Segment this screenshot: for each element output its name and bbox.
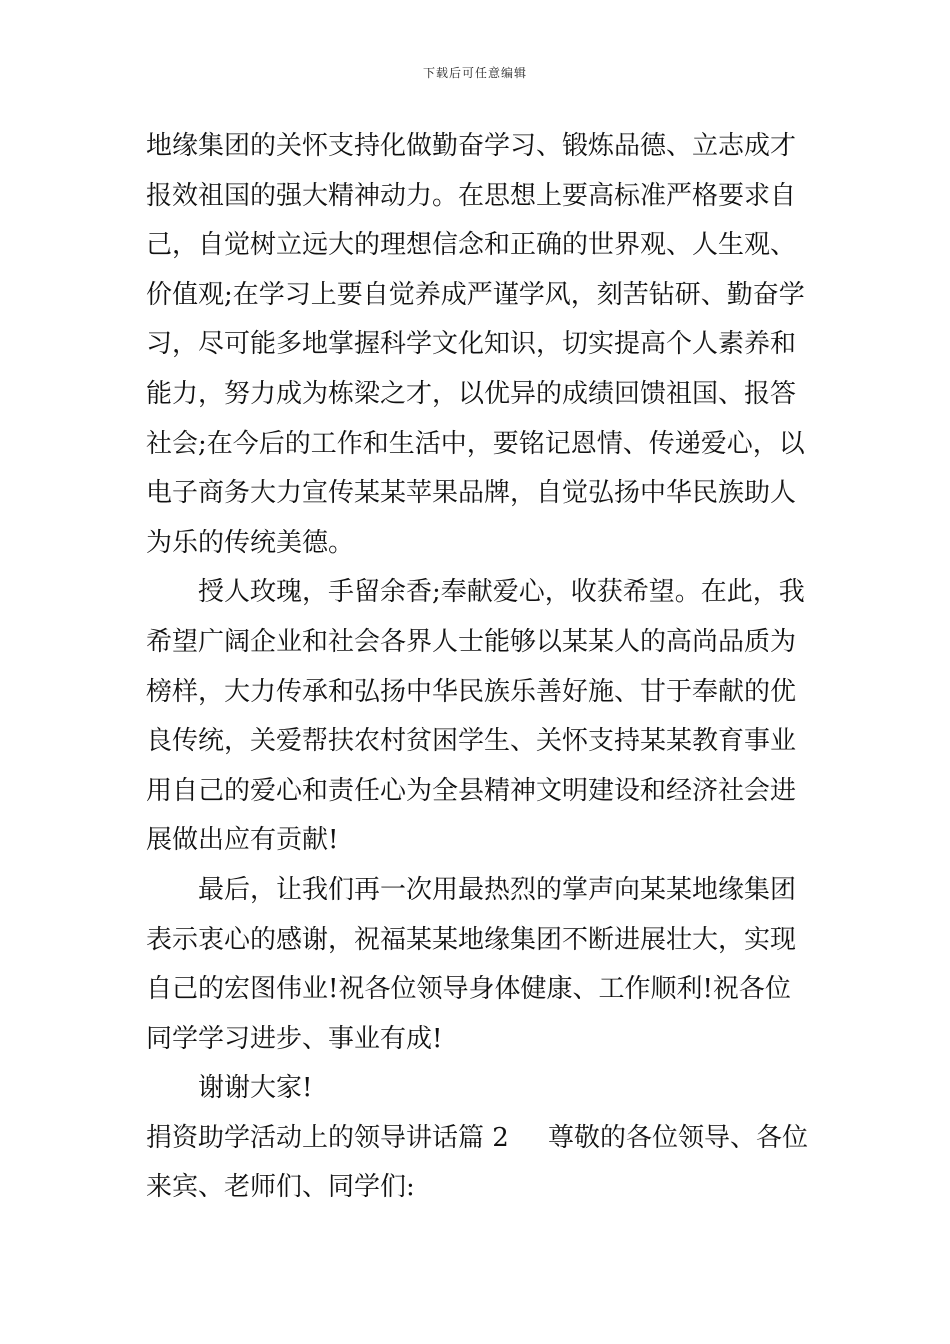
- body-line: 展做出应有贡献!: [146, 825, 339, 856]
- body-line: 报效祖国的强大精神动力。在思想上要高标准严格要求自: [146, 180, 797, 211]
- paragraph-start-line: 最后，让我们再一次用最热烈的掌声向某某地缘集团: [198, 874, 797, 905]
- section-title: 捐资助学活动上的领导讲话篇 2: [146, 1122, 509, 1153]
- body-line: 电子商务大力宣传某某苹果品牌，自觉弘扬中华民族助人: [146, 478, 797, 509]
- body-line: 榜样，大力传承和弘扬中华民族乐善好施、甘于奉献的优: [146, 676, 797, 707]
- body-line: 地缘集团的关怀支持化做勤奋学习、锻炼品德、立志成才: [146, 131, 797, 161]
- body-line: 希望广阔企业和社会各界人士能够以某某人的高尚品质为: [146, 626, 797, 657]
- body-line: 价值观;在学习上要自觉养成严谨学风，刻苦钻研、勤奋学: [146, 279, 805, 310]
- body-line: 能力，努力成为栋梁之才，以优异的成绩回馈祖国、报答: [146, 378, 797, 409]
- greeting-end: 来宾、老师们、同学们:: [146, 1172, 415, 1203]
- body-line: 同学学习进步、事业有成!: [146, 1023, 443, 1054]
- header-note: 下载后可任意编辑: [422, 66, 527, 80]
- paragraph-start-line: 授人玫瑰，手留余香;奉献爱心，收获希望。在此，我: [198, 577, 805, 608]
- body-line: 自己的宏图伟业!祝各位领导身体健康、工作顺利!祝各位: [146, 974, 791, 1005]
- body-line: 己，自觉树立远大的理想信念和正确的世界观、人生观、: [146, 230, 797, 261]
- closing-line: 谢谢大家!: [198, 1073, 313, 1104]
- body-line: 表示衷心的感谢，祝福某某地缘集团不断进展壮大，实现: [146, 924, 797, 955]
- section-heading-line: [146, 1114, 808, 1164]
- body-line: 社会;在今后的工作和生活中，要铭记恩情、传递爱心，以: [146, 428, 805, 459]
- greeting-start: 尊敬的各位领导、各位: [547, 1122, 808, 1153]
- body-line: 习，尽可能多地掌握科学文化知识，切实提高个人素养和: [146, 329, 797, 360]
- body-line: 为乐的传统美德。: [146, 527, 355, 558]
- body-line: 用自己的爱心和责任心为全县精神文明建设和经济社会进: [146, 775, 797, 806]
- document-body: [146, 122, 808, 1213]
- body-line: 良传统，关爱帮扶农村贫困学生、关怀支持某某教育事业: [146, 726, 797, 757]
